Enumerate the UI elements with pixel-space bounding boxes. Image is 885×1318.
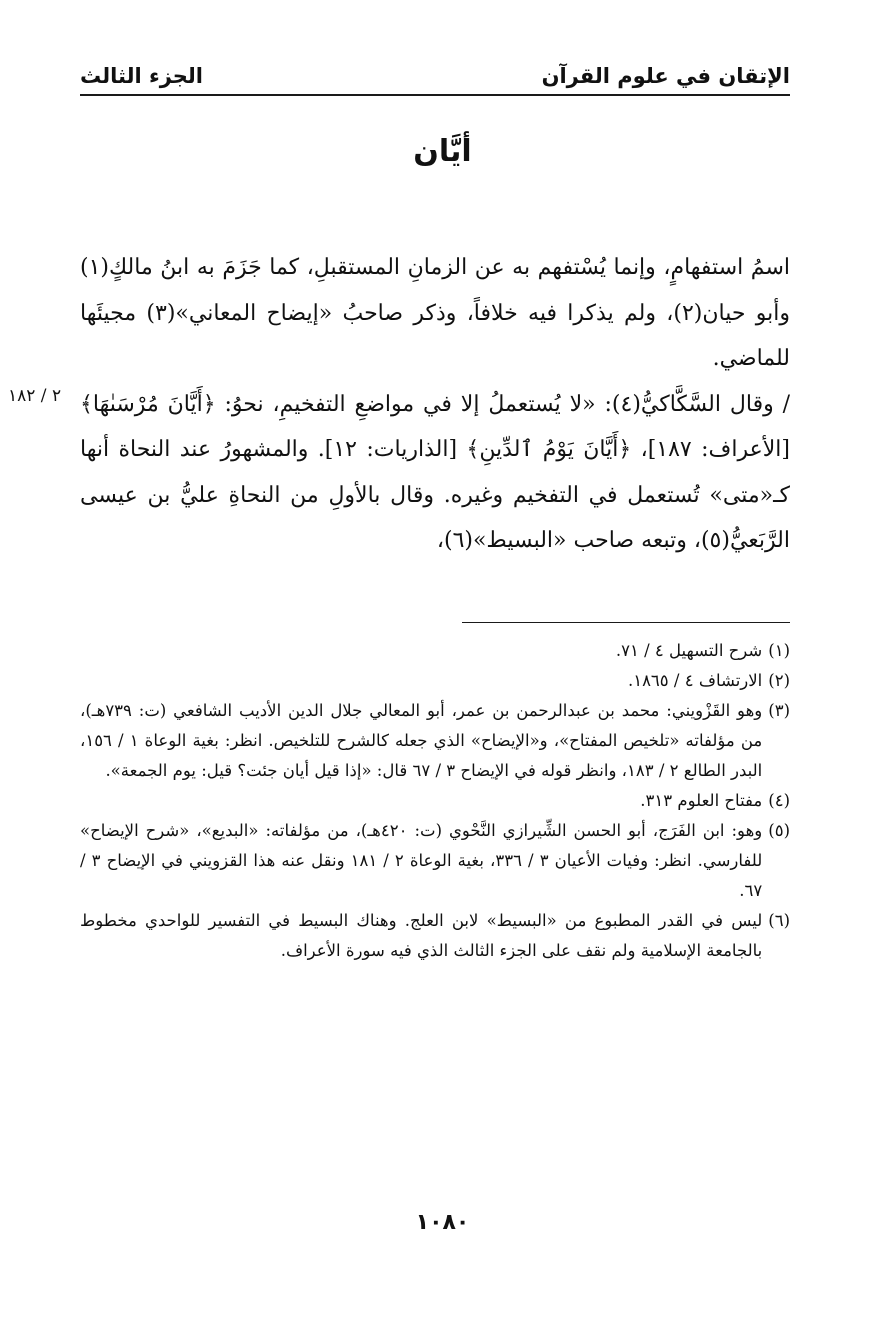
page-number: ١٠٨٠ xyxy=(415,1210,470,1235)
paragraph: اسمُ استفهامٍ، وإنما يُسْتفهم به عن الزمانِ المستقبلِ، كما جَزَمَ به ابنُ مالكٍ(١) وأبو حيان(٢)، ولم يذكرا فيه خلافاً، وذكر صاحبُ «إيضاح المعاني»(٣) مجيئَها للماضي. xyxy=(80,255,791,371)
footnote xyxy=(80,816,790,906)
footnote xyxy=(80,786,790,816)
footnote-number: (٣) xyxy=(768,701,790,720)
footnote-number: (٢) xyxy=(768,671,790,690)
footnote-text: مفتاح العلوم ٣١٣. xyxy=(640,791,763,810)
book-title: الإتقان في علوم القرآن xyxy=(541,64,790,88)
main-text xyxy=(80,245,790,564)
footnote-number: (٥) xyxy=(768,821,790,840)
section-title: أيَّان xyxy=(413,134,472,169)
running-header xyxy=(80,52,790,96)
footnote-number: (١) xyxy=(768,641,790,660)
footnote-separator xyxy=(462,622,790,623)
footnotes xyxy=(80,636,790,966)
paragraph: / وقال السَّكَّاكيُّ(٤): «لا يُستعملُ إلا في مواضعِ التفخيمِ، نحوُ: ﴿أَيَّانَ مُرْسَىٰهَا﴾ [الأعراف: ١٨٧]، ﴿أَيَّانَ يَوْمُ ٱلدِّينِ﴾ [الذاريات: ١٢]. والمشهورُ عند النحاة أنها كـ«متى» تُستعمل في التفخيم وغيره. وقال بالأولِ من النحاةِ عليُّ بن عيسى الرَّبَعيُّ(٥)، وتبعه صاحب «البسيط»(٦)، xyxy=(80,391,791,553)
footnote-text: وهو: ابن الفَرَج، أبو الحسن الشِّيرازي النَّحْوي (ت: ٤٢٠هـ)، من مؤلفاته: «البديع»، «شرح الإيضاح» للفارسي. انظر: وفيات الأعيان ٣ / ٣٣٦، بغية الوعاة ٢ / ١٨١ ونقل عنه هذا القزويني في الإيضاح ٣ / ٦٧. xyxy=(80,821,763,900)
footnote-number: (٤) xyxy=(768,791,790,810)
footnote-number: (٦) xyxy=(768,911,790,930)
margin-page-reference: ٢ / ١٨٢ xyxy=(8,386,62,406)
volume-label: الجزء الثالث xyxy=(80,64,203,88)
footnote-text: الارتشاف ٤ / ١٨٦٥. xyxy=(627,671,763,690)
footnote xyxy=(80,666,790,696)
footnote xyxy=(80,636,790,666)
footnote-text: وهو القَزْويني: محمد بن عبدالرحمن بن عمر، أبو المعالي جلال الدين الأديب الشافعي (ت: ٧٣٩هـ)، من مؤلفاته «تلخيص المفتاح»، و«الإيضاح» الذي جعله كالشرح للتلخيص. انظر: بغية الوعاة ١ / ١٥٦، البدر الطالع ٢ / ١٨٣، وانظر قوله في الإيضاح ٣ / ٦٧ قال: «إذا قيل أيان جئت؟ قيل: يوم الجمعة». xyxy=(80,701,763,780)
footnote xyxy=(80,696,790,786)
footnote xyxy=(80,906,790,966)
footnote-text: ليس في القدر المطبوع من «البسيط» لابن العلج. وهناك البسيط في التفسير للواحدي مخطوط بالجامعة الإسلامية ولم نقف على الجزء الثالث الذي فيه سورة الأعراف. xyxy=(80,911,763,960)
footnote-text: شرح التسهيل ٤ / ٧١. xyxy=(615,641,763,660)
